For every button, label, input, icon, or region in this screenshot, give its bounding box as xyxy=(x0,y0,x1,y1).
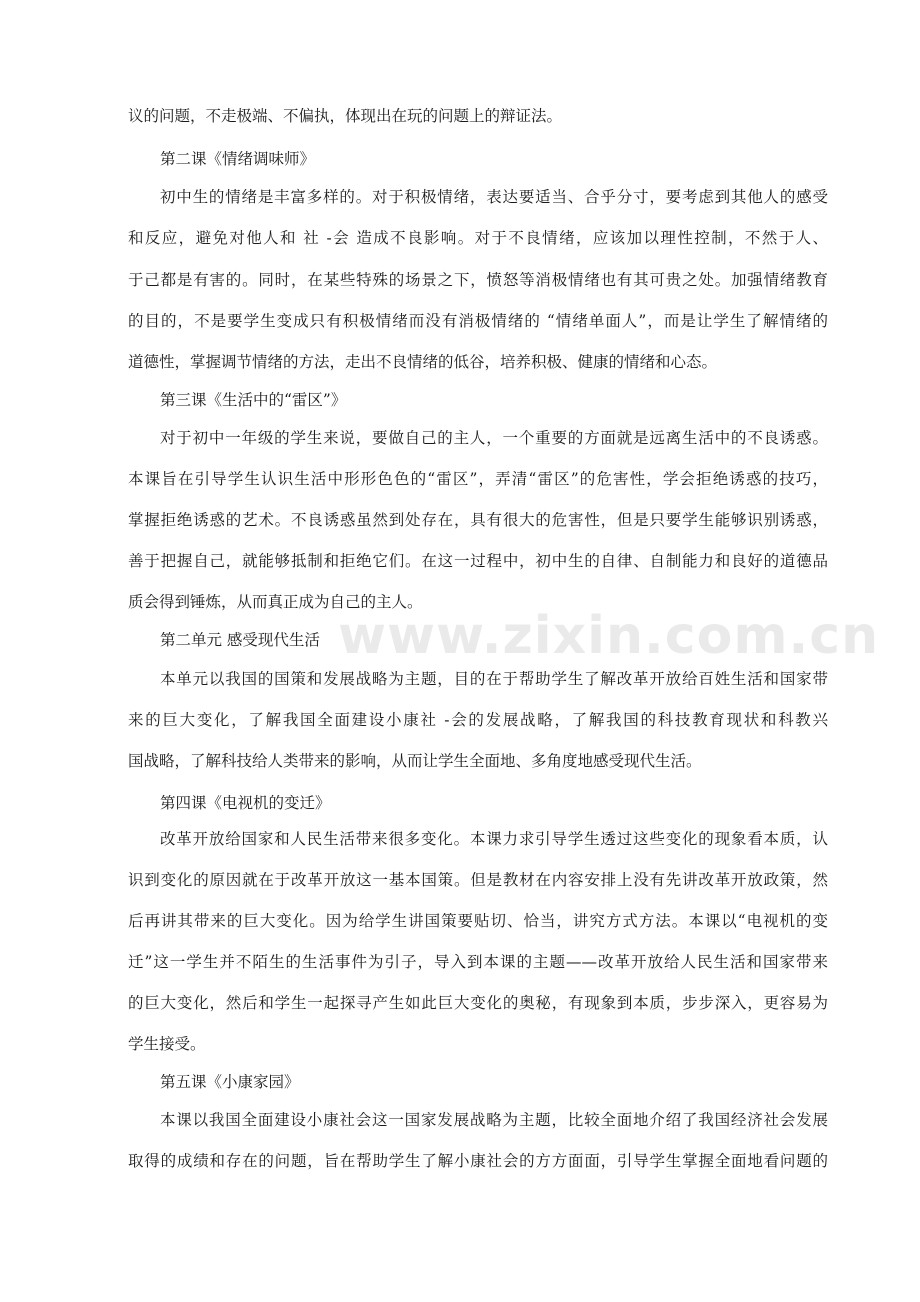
paragraph-line: 来的巨大变化，了解我国全面建设小康社 -会的发展战略，了解我国的科技教育现状和科教兴 xyxy=(128,711,828,729)
paragraph-line: 于己都是有害的。同时，在某些特殊的场景之下，愤怒等消极情绪也有其可贵之处。加强情绪教育 xyxy=(128,271,828,289)
paragraph-line: 迁”这一学生并不陌生的生活事件为引子，导入到本课的主题——改革开放给人民生活和国家带来 xyxy=(128,953,828,971)
lesson-heading: 第五课《小康家园》 xyxy=(160,1073,300,1091)
paragraph-line: 国战略，了解科技给人类带来的影响，从而让学生全面地、多角度地感受现代生活。 xyxy=(128,752,702,770)
paragraph-line: 初中生的情绪是丰富多样的。对于积极情绪，表达要适当、合乎分寸，要考虑到其他人的感受 xyxy=(160,188,828,206)
paragraph-line: 和反应，避免对他人和 社 -会 造成不良影响。对于不良情绪，应该加以理性控制，不然于人、 xyxy=(128,229,828,247)
paragraph-line: 道德性，掌握调节情绪的方法，走出不良情绪的低谷，培养积极、健康的情绪和心态。 xyxy=(128,353,718,371)
paragraph-line: 的巨大变化，然后和学生一起探寻产生如此巨大变化的奥秘，有现象到本质，步步深入，更容易为 xyxy=(128,994,828,1012)
paragraph-line: 对于初中一年级的学生来说，要做自己的主人，一个重要的方面就是远离生活中的不良诱惑。 xyxy=(160,429,828,447)
paragraph-line: 取得的成绩和存在的问题，旨在帮助学生了解小康社会的方方面面，引导学生掌握全面地看问题的 xyxy=(128,1152,828,1170)
watermark: www.zixin.com.cn xyxy=(338,606,880,666)
paragraph-line: 的目的，不是要学生变成只有积极情绪而没有消极情绪的 “情绪单面人”，而是让学生了解情绪的 xyxy=(128,312,828,330)
paragraph-line: 改革开放给国家和人民生活带来很多变化。本课力求引导学生透过这些变化的现象看本质，认 xyxy=(160,830,828,848)
paragraph-line: 后再讲其带来的巨大变化。因为给学生讲国策要贴切、恰当，讲究方式方法。本课以“电视机的变 xyxy=(128,912,828,930)
paragraph-line: 本课旨在引导学生认识生活中形形色色的“雷区”，弄清“雷区”的危害性，学会拒绝诱惑的技巧， xyxy=(128,470,828,488)
paragraph-line: 掌握拒绝诱惑的艺术。不良诱惑虽然到处存在，具有很大的危害性，但是只要学生能够识别诱惑， xyxy=(128,511,828,529)
unit-heading: 第二单元 感受现代生活 xyxy=(160,631,320,649)
paragraph-line: 质会得到锤炼，从而真正成为自己的主人。 xyxy=(128,593,423,611)
lesson-heading: 第二课《情绪调味师》 xyxy=(160,150,316,168)
paragraph-line: 本课以我国全面建设小康社会这一国家发展战略为主题，比较全面地介绍了我国经济社会发展 xyxy=(160,1111,828,1129)
lesson-heading: 第三课《生活中的“雷区”》 xyxy=(160,391,347,409)
paragraph-line: 议的问题，不走极端、不偏执，体现出在玩的问题上的辩证法。 xyxy=(128,107,563,125)
paragraph-line: 本单元以我国的国策和发展战略为主题，目的在于帮助学生了解改革开放给百姓生活和国家带 xyxy=(160,670,828,688)
paragraph-line: 识到变化的原因就在于改革开放这一基本国策。但是教材在内容安排上没有先讲改革开放政策，然 xyxy=(128,871,828,889)
paragraph-line: 善于把握自己，就能够抵制和拒绝它们。在这一过程中，初中生的自律、自制能力和良好的道德品 xyxy=(128,552,828,570)
lesson-heading: 第四课《电视机的变迁》 xyxy=(160,794,331,812)
paragraph-line: 学生接受。 xyxy=(128,1035,206,1053)
